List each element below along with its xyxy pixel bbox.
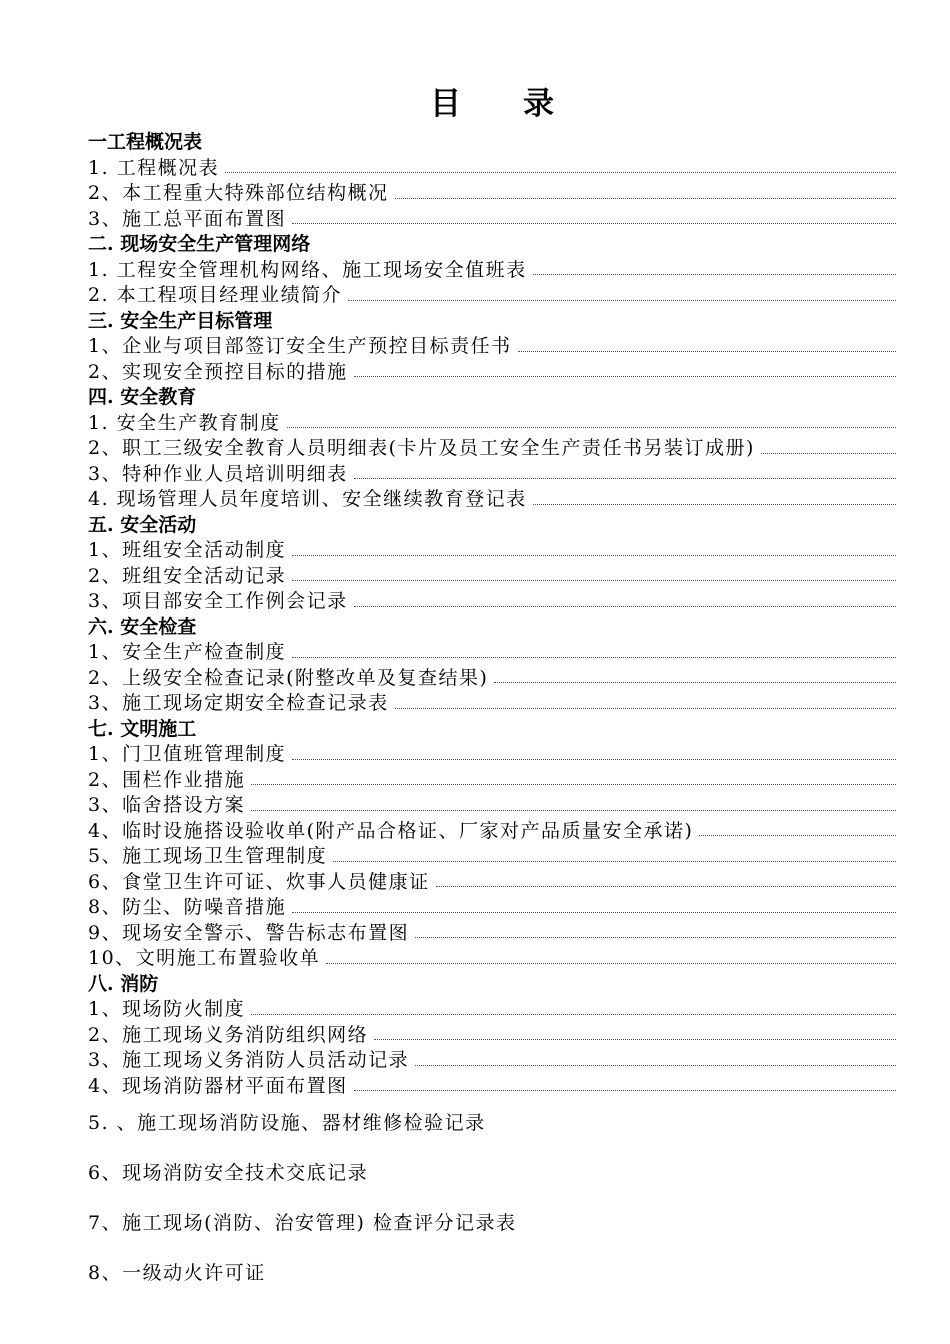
toc-section-heading: 四. 安全教育 — [88, 386, 197, 408]
toc-entry — [88, 997, 896, 1023]
toc-entry-text: 6、食堂卫生许可证、炊事人员健康证 — [88, 870, 430, 893]
toc-section-heading: 五. 安全活动 — [88, 513, 197, 536]
toc-entry-text: 4、临时设施搭设验收单(附产品合格证、厂家对产品质量安全承诺) — [88, 819, 694, 842]
toc-entry-text: 2、施工现场义务消防组织网络 — [88, 1023, 369, 1046]
toc-entry — [88, 1048, 896, 1074]
toc-entry-text: 1、企业与项目部签订安全生产预控目标责任书 — [88, 335, 512, 357]
dot-leader — [415, 1065, 896, 1066]
dot-leader — [436, 886, 896, 887]
toc-entry — [88, 207, 896, 233]
dot-leader — [333, 861, 896, 862]
dot-leader — [292, 580, 896, 581]
dot-leader — [395, 708, 896, 709]
toc-page — [88, 84, 896, 1287]
toc-entry — [88, 640, 896, 666]
toc-entry-text: 2、围栏作业措施 — [88, 768, 246, 791]
toc-entry — [88, 462, 896, 488]
dot-leader — [251, 784, 896, 785]
toc-section-heading: 三. 安全生产目标管理 — [88, 309, 273, 332]
dot-leader — [348, 300, 896, 301]
toc-entry-text: 2、班组安全活动记录 — [88, 564, 287, 587]
dot-leader — [287, 427, 896, 428]
toc-entry — [88, 666, 896, 692]
toc-section-heading: 二. 现场安全生产管理网络 — [88, 233, 311, 255]
dot-leader — [251, 1014, 896, 1015]
toc-entry-text: 3、临舍搭设方案 — [88, 794, 246, 816]
toc-entry — [88, 691, 896, 717]
toc-entry — [88, 360, 896, 386]
toc-entry-plain: 6、现场消防安全技术交底记录 — [88, 1162, 369, 1184]
toc-entry-text: 10、文明施工布置验收单 — [88, 947, 321, 969]
toc-entry-plain: 7、施工现场(消防、治安管理) 检查评分记录表 — [88, 1212, 517, 1234]
dot-leader — [292, 223, 896, 224]
toc-entry-text: 3、施工总平面布置图 — [88, 207, 287, 230]
dot-leader — [374, 1039, 896, 1040]
toc-entry-text: 1. 安全生产教育制度 — [88, 411, 281, 434]
dot-leader — [494, 682, 896, 683]
toc-section-heading: 八. 消防 — [88, 972, 159, 995]
toc-entry-text: 1、班组安全活动制度 — [88, 539, 287, 561]
toc-entry-text: 2、本工程重大特殊部位结构概况 — [88, 182, 389, 204]
toc-entry — [88, 921, 896, 947]
toc-entry-text: 1、门卫值班管理制度 — [88, 743, 287, 765]
toc-entry-plain: 5. 、施工现场消防设施、器材维修检验记录 — [88, 1112, 486, 1134]
toc-entry — [88, 819, 896, 845]
toc-entry-text: 2. 本工程项目经理业绩简介 — [88, 284, 343, 306]
toc-entry — [88, 538, 896, 564]
dot-leader — [415, 937, 896, 938]
dot-leader — [354, 606, 896, 607]
dot-leader — [354, 376, 896, 377]
toc-entry — [88, 334, 896, 360]
toc-section-heading: 一工程概况表 — [88, 131, 203, 153]
dot-leader — [395, 198, 896, 199]
toc-entry-text: 3、特种作业人员培训明细表 — [88, 462, 348, 485]
toc-entry — [88, 895, 896, 921]
page-title: 目 录 — [430, 86, 554, 122]
toc-entry — [88, 564, 896, 590]
toc-entry — [88, 589, 896, 615]
toc-section-heading: 七. 文明施工 — [88, 717, 197, 740]
toc-entry — [88, 1074, 896, 1100]
dot-leader — [292, 912, 896, 913]
dot-leader — [761, 453, 896, 454]
toc-entry-plain: 8、一级动火许可证 — [88, 1262, 266, 1284]
toc-entry-text: 1. 工程安全管理机构网络、施工现场安全值班表 — [88, 258, 527, 281]
toc-entry — [88, 946, 896, 972]
toc-entry — [88, 742, 896, 768]
dot-leader — [533, 504, 896, 505]
toc-section-heading: 六. 安全检查 — [88, 615, 197, 638]
toc-entry — [88, 436, 896, 462]
toc-entry-text: 2、上级安全检查记录(附整改单及复查结果) — [88, 666, 489, 689]
dot-leader — [699, 835, 896, 836]
toc-entry-text: 5、施工现场卫生管理制度 — [88, 845, 328, 867]
toc-entry — [88, 487, 896, 513]
table-of-contents — [88, 130, 896, 1099]
dot-leader — [292, 657, 896, 658]
toc-entry-text: 3、施工现场义务消防人员活动记录 — [88, 1049, 410, 1071]
toc-entry-text: 1、现场防火制度 — [88, 998, 246, 1020]
toc-entry — [88, 283, 896, 309]
trailing-entries — [88, 1111, 896, 1287]
toc-entry-text: 1、安全生产检查制度 — [88, 641, 287, 663]
toc-entry — [88, 181, 896, 207]
dot-leader — [251, 810, 896, 811]
toc-entry-text: 8、防尘、防噪音措施 — [88, 896, 287, 918]
toc-entry — [88, 258, 896, 284]
toc-entry — [88, 768, 896, 794]
toc-entry-text: 9、现场安全警示、警告标志布置图 — [88, 921, 410, 944]
toc-entry — [88, 844, 896, 870]
toc-entry-text: 3、项目部安全工作例会记录 — [88, 590, 348, 612]
toc-entry — [88, 793, 896, 819]
toc-entry-text: 4. 现场管理人员年度培训、安全继续教育登记表 — [88, 488, 527, 510]
toc-entry-text: 2、职工三级安全教育人员明细表(卡片及员工安全生产责任书另装订成册) — [88, 437, 755, 459]
dot-leader — [533, 274, 896, 275]
toc-entry — [88, 411, 896, 437]
toc-entry-text: 1. 工程概况表 — [88, 156, 220, 179]
dot-leader — [518, 351, 896, 352]
dot-leader — [292, 555, 896, 556]
toc-entry-text: 2、实现安全预控目标的措施 — [88, 360, 348, 383]
toc-entry-text: 3、施工现场定期安全检查记录表 — [88, 692, 389, 714]
toc-entry-text: 4、现场消防器材平面布置图 — [88, 1074, 348, 1097]
toc-entry — [88, 1023, 896, 1049]
dot-leader — [354, 1090, 896, 1091]
toc-entry — [88, 156, 896, 182]
dot-leader — [326, 963, 896, 964]
dot-leader — [354, 478, 896, 479]
dot-leader — [225, 172, 896, 173]
toc-entry — [88, 870, 896, 896]
dot-leader — [292, 759, 896, 760]
